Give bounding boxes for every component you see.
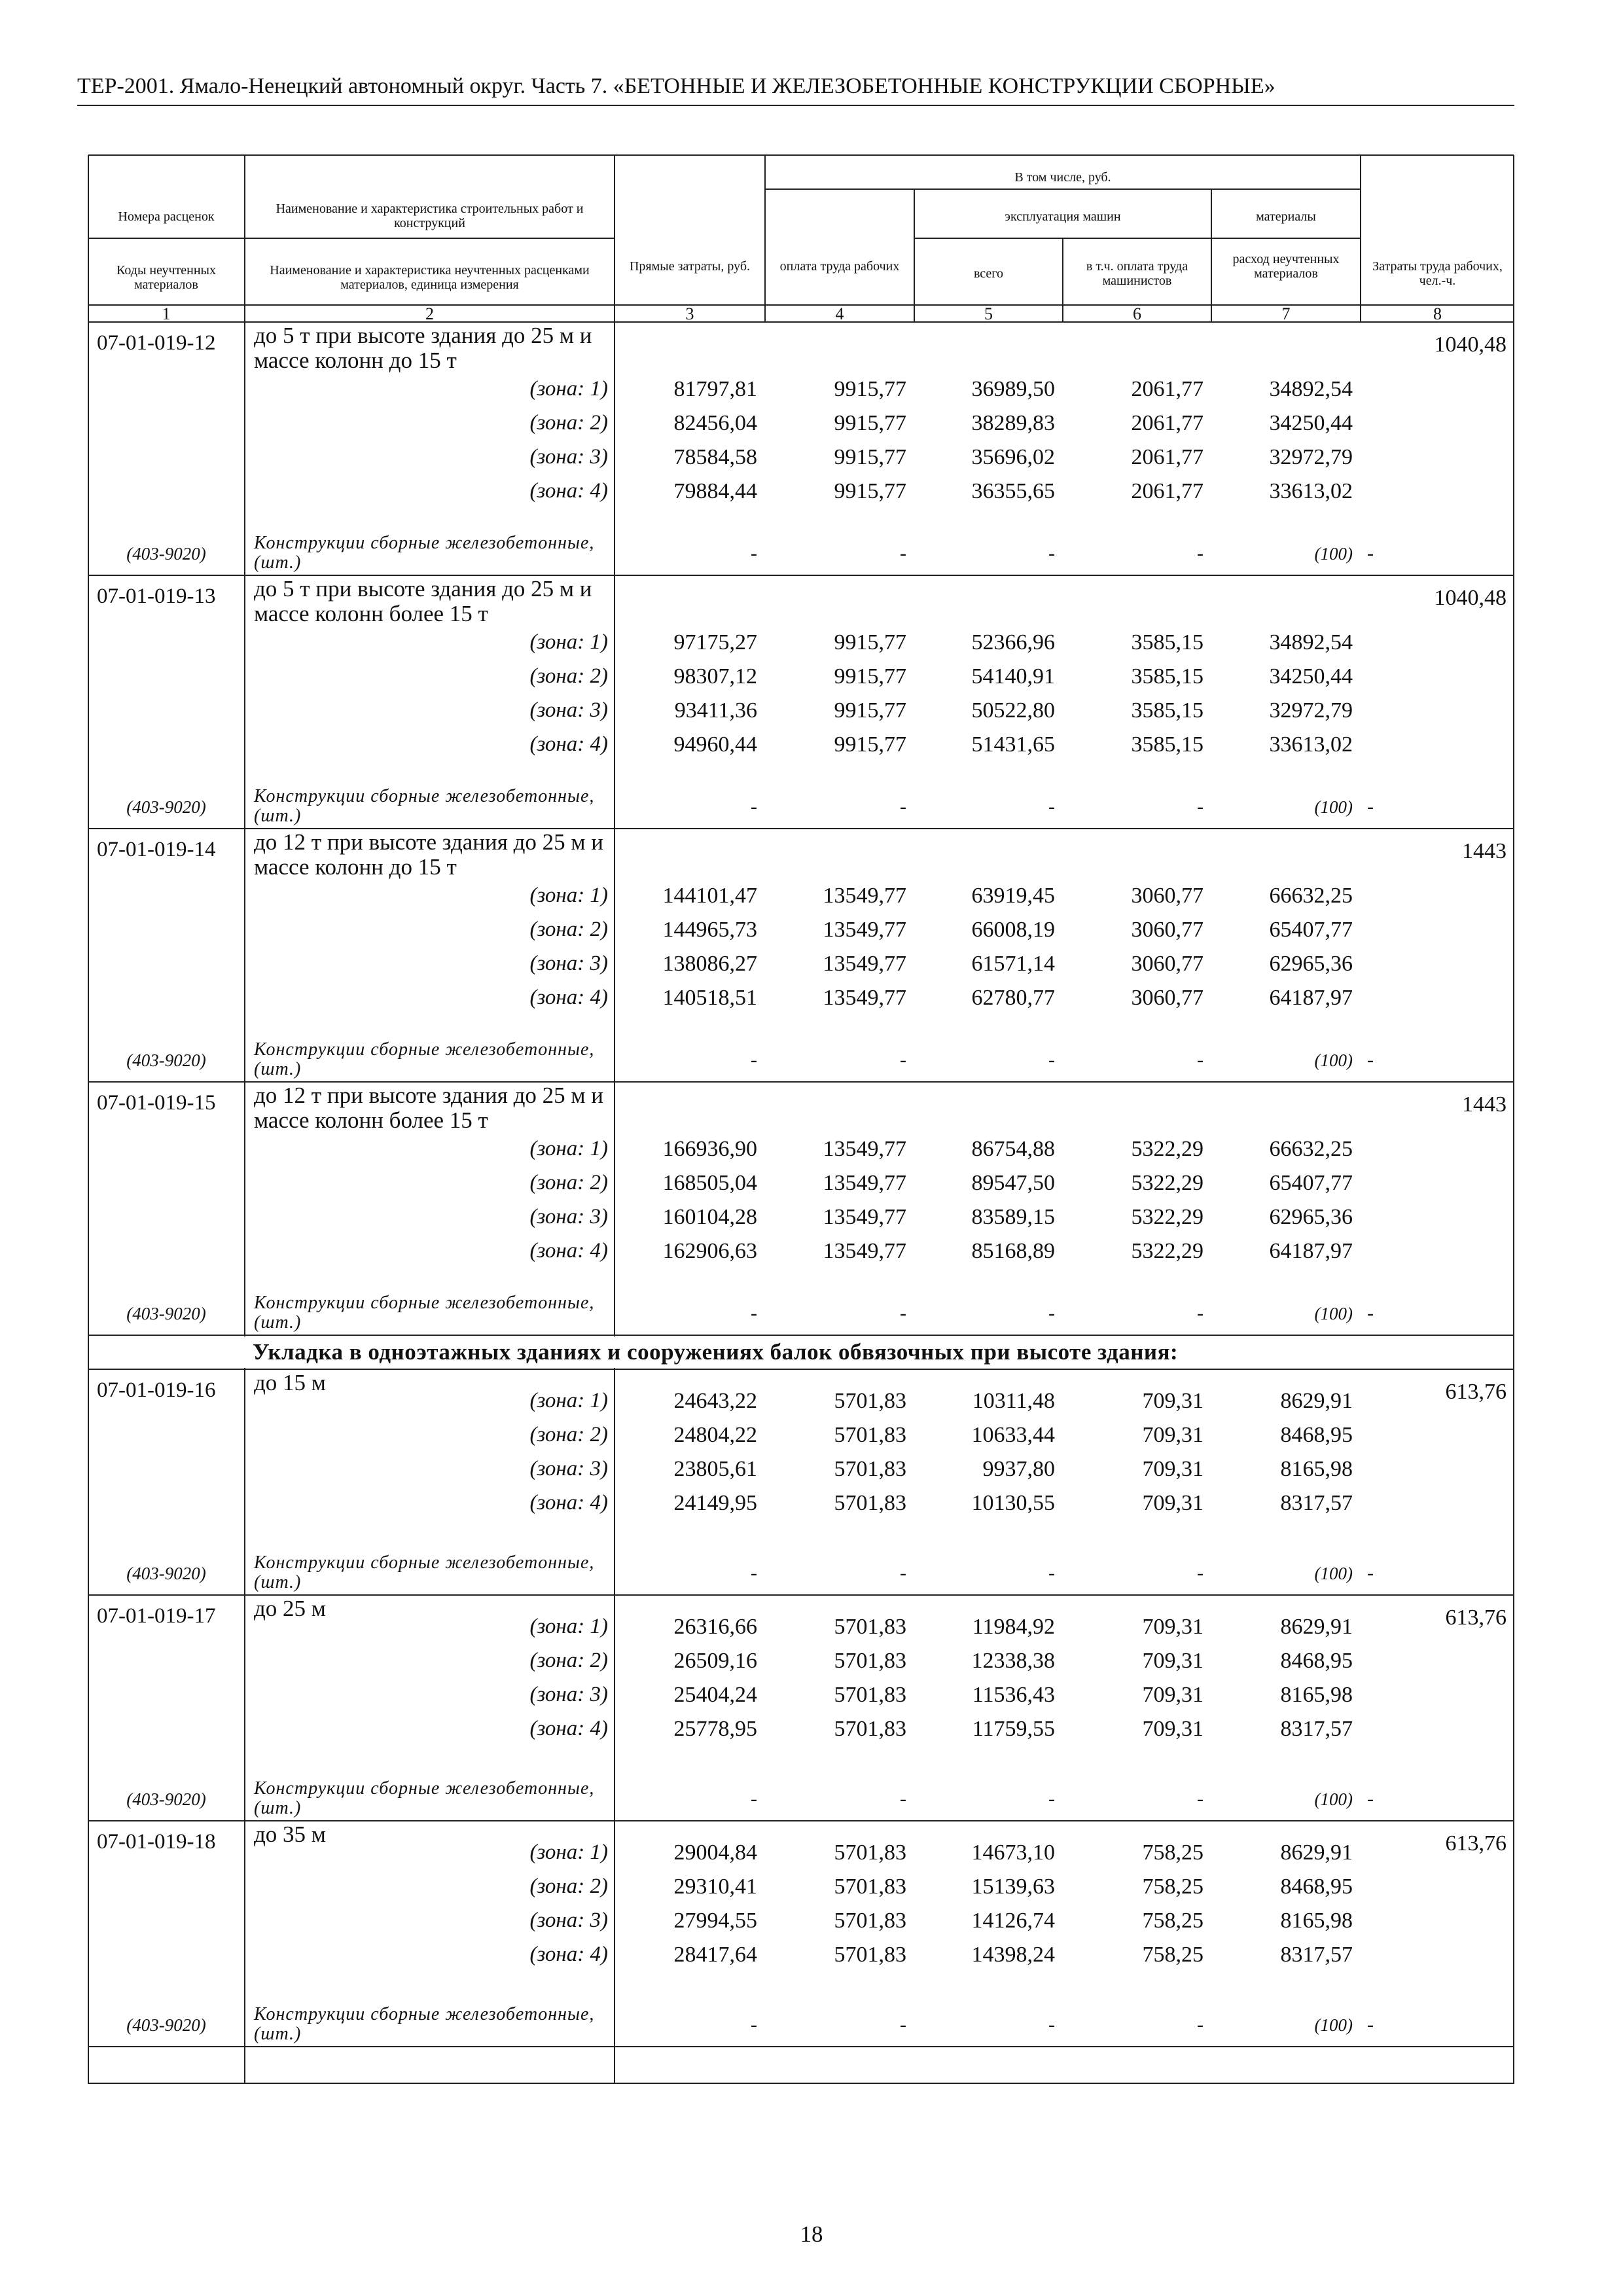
header-material-codes: Коды неучтенных материалов (116, 263, 216, 292)
header-direct-costs: Прямые затраты, руб. (629, 259, 751, 274)
machinist-cost: 2061,77 (1131, 377, 1204, 401)
direct-cost: 162906,63 (662, 1239, 757, 1263)
wages-cost: 5701,83 (834, 1457, 906, 1481)
materials-cost: 34250,44 (1269, 664, 1353, 689)
material-quantity: (100) (1314, 2015, 1353, 2035)
zone-label: (зона: 3) (529, 445, 608, 469)
machinist-cost: 709,31 (1142, 1457, 1204, 1481)
machines-cost: 11759,55 (972, 1717, 1055, 1741)
zone-label: (зона: 4) (529, 1239, 608, 1263)
wages-cost: 13549,77 (823, 1239, 906, 1263)
labor-cost: 613,76 (1445, 1831, 1507, 1856)
machines-cost: 52366,96 (971, 630, 1055, 655)
direct-cost: 82456,04 (673, 411, 757, 435)
zone-label: (зона: 1) (529, 1137, 608, 1160)
wages-cost: 5701,83 (834, 1874, 906, 1899)
material-quantity: (100) (1314, 797, 1353, 817)
empty-dash: - (1197, 1562, 1204, 1584)
zone-label: (зона: 3) (529, 698, 608, 722)
header-material-name: Наименование и характеристика неучтенных расценками материалов, единица измерения (270, 263, 590, 292)
materials-cost: 8317,57 (1280, 1943, 1353, 1967)
machinist-cost: 5322,29 (1131, 1239, 1204, 1263)
machines-cost: 36989,50 (971, 377, 1055, 401)
machinist-cost: 709,31 (1142, 1683, 1204, 1707)
wages-cost: 5701,83 (834, 1909, 906, 1933)
direct-cost: 28417,64 (673, 1943, 757, 1967)
material-quantity: (100) (1314, 1564, 1353, 1583)
materials-cost: 8317,57 (1280, 1491, 1353, 1515)
material-description: Конструкции сборные железобетонные, (шт.) (254, 2004, 595, 2044)
direct-cost: 160104,28 (662, 1205, 757, 1229)
zone-label: (зона: 2) (529, 918, 608, 941)
direct-cost: 26316,66 (673, 1615, 757, 1639)
machines-cost: 10311,48 (972, 1389, 1055, 1413)
machinist-cost: 709,31 (1142, 1491, 1204, 1515)
header-machine-total: всего (973, 266, 1004, 281)
empty-dash: - (1197, 1788, 1204, 1810)
machinist-cost: 3060,77 (1131, 952, 1204, 976)
wages-cost: 13549,77 (823, 884, 906, 908)
material-code: (403-9020) (126, 544, 206, 564)
direct-cost: 140518,51 (662, 986, 757, 1010)
direct-cost: 25404,24 (673, 1683, 757, 1707)
empty-dash: - (1048, 1562, 1055, 1584)
header-rule (77, 105, 1514, 106)
direct-cost: 29310,41 (673, 1874, 757, 1899)
zone-label: (зона: 2) (529, 1649, 608, 1672)
labor-cost: 613,76 (1445, 1605, 1507, 1630)
wages-cost: 9915,77 (834, 664, 906, 689)
material-code: (403-9020) (126, 797, 206, 817)
empty-dash: - (751, 1788, 757, 1810)
machinist-cost: 3585,15 (1131, 732, 1204, 757)
zone-label: (зона: 3) (529, 952, 608, 975)
machines-cost: 11984,92 (972, 1615, 1055, 1639)
material-description: Конструкции сборные железобетонные, (шт.) (254, 1552, 595, 1592)
machines-cost: 86754,88 (971, 1137, 1055, 1161)
machines-cost: 61571,14 (971, 952, 1055, 976)
materials-cost: 34250,44 (1269, 411, 1353, 435)
column-number: 2 (425, 304, 434, 323)
machinist-cost: 709,31 (1142, 1615, 1204, 1639)
wages-cost: 13549,77 (823, 1205, 906, 1229)
machinist-cost: 3585,15 (1131, 664, 1204, 689)
zone-label: (зона: 4) (529, 1491, 608, 1515)
materials-cost: 8317,57 (1280, 1717, 1353, 1741)
materials-cost: 65407,77 (1269, 918, 1353, 942)
column-number: 5 (984, 304, 993, 323)
rate-code: 07-01-019-16 (97, 1378, 216, 1402)
machinist-cost: 3060,77 (1131, 986, 1204, 1010)
machinist-cost: 2061,77 (1131, 479, 1204, 503)
zone-label: (зона: 2) (529, 1423, 608, 1446)
header-machine-operation: эксплуатация машин (1005, 209, 1121, 224)
wages-cost: 5701,83 (834, 1389, 906, 1413)
materials-cost: 8165,98 (1280, 1683, 1353, 1707)
rate-code: 07-01-019-13 (97, 584, 216, 608)
zone-label: (зона: 2) (529, 1874, 608, 1898)
zone-label: (зона: 4) (529, 479, 608, 503)
machines-cost: 38289,83 (971, 411, 1055, 435)
machines-cost: 14126,74 (971, 1909, 1055, 1933)
column-number: 7 (1281, 304, 1291, 323)
header-rate-numbers: Номера расценок (118, 209, 215, 224)
machinist-cost: 5322,29 (1131, 1205, 1204, 1229)
machinist-cost: 2061,77 (1131, 445, 1204, 469)
materials-cost: 32972,79 (1269, 445, 1353, 469)
direct-cost: 144101,47 (662, 884, 757, 908)
machines-cost: 11536,43 (972, 1683, 1055, 1707)
empty-dash: - (1367, 543, 1374, 564)
wages-cost: 13549,77 (823, 986, 906, 1010)
machines-cost: 14398,24 (971, 1943, 1055, 1967)
machines-cost: 50522,80 (971, 698, 1055, 723)
machinist-cost: 709,31 (1142, 1649, 1204, 1673)
machinist-cost: 758,25 (1142, 1840, 1204, 1865)
header-wages: оплата труда рабочих (779, 259, 900, 274)
materials-cost: 64187,97 (1269, 1239, 1353, 1263)
machines-cost: 10130,55 (971, 1491, 1055, 1515)
section-title: Укладка в одноэтажных зданиях и сооружениях балок обвязочных при высоте здания: (253, 1339, 1179, 1365)
column-number: 6 (1133, 304, 1141, 323)
empty-dash: - (900, 543, 906, 564)
direct-cost: 78584,58 (673, 445, 757, 469)
zone-label: (зона: 1) (529, 1615, 608, 1638)
wages-cost: 5701,83 (834, 1615, 906, 1639)
machines-cost: 62780,77 (971, 986, 1055, 1010)
zone-label: (зона: 3) (529, 1683, 608, 1706)
direct-cost: 138086,27 (662, 952, 757, 976)
empty-dash: - (751, 1562, 757, 1584)
labor-cost: 613,76 (1445, 1380, 1507, 1404)
material-code: (403-9020) (126, 1304, 206, 1323)
wages-cost: 5701,83 (834, 1683, 906, 1707)
machinist-cost: 3585,15 (1131, 630, 1204, 655)
wages-cost: 5701,83 (834, 1943, 906, 1967)
machines-cost: 85168,89 (971, 1239, 1055, 1263)
materials-cost: 32972,79 (1269, 698, 1353, 723)
materials-cost: 8468,95 (1280, 1423, 1353, 1447)
materials-cost: 8165,98 (1280, 1457, 1353, 1481)
materials-cost: 8629,91 (1280, 1615, 1353, 1639)
materials-cost: 62965,36 (1269, 952, 1353, 976)
machines-cost: 54140,91 (971, 664, 1055, 689)
empty-dash: - (751, 2014, 757, 2036)
material-description: Конструкции сборные железобетонные, (шт.) (254, 1293, 595, 1333)
direct-cost: 93411,36 (674, 698, 757, 723)
empty-dash: - (751, 1302, 757, 1324)
empty-dash: - (1197, 2014, 1204, 2036)
header-materials: материалы (1256, 209, 1316, 224)
wages-cost: 5701,83 (834, 1491, 906, 1515)
rate-description: до 12 т при высоте здания до 25 м и массе колонн более 15 т (254, 1083, 604, 1133)
machines-cost: 89547,50 (971, 1171, 1055, 1195)
materials-cost: 33613,02 (1269, 479, 1353, 503)
wages-cost: 9915,77 (834, 732, 906, 757)
materials-cost: 8468,95 (1280, 1874, 1353, 1899)
machinist-cost: 709,31 (1142, 1423, 1204, 1447)
wages-cost: 13549,77 (823, 952, 906, 976)
materials-cost: 64187,97 (1269, 986, 1353, 1010)
wages-cost: 5701,83 (834, 1717, 906, 1741)
labor-cost: 1443 (1462, 1092, 1507, 1117)
wages-cost: 9915,77 (834, 445, 906, 469)
materials-cost: 66632,25 (1269, 1137, 1353, 1161)
empty-dash: - (900, 1562, 906, 1584)
wages-cost: 13549,77 (823, 918, 906, 942)
empty-dash: - (1367, 1562, 1374, 1584)
machines-cost: 9937,80 (982, 1457, 1055, 1481)
empty-dash: - (1367, 1302, 1374, 1324)
machinist-cost: 758,25 (1142, 1943, 1204, 1967)
direct-cost: 97175,27 (673, 630, 757, 655)
header-unaccounted-materials: расход неучтенных материалов (1232, 252, 1340, 281)
empty-dash: - (1048, 543, 1055, 564)
empty-dash: - (1197, 1302, 1204, 1324)
machinist-cost: 5322,29 (1131, 1137, 1204, 1161)
material-quantity: (100) (1314, 544, 1353, 564)
wages-cost: 9915,77 (834, 698, 906, 723)
rate-description: до 5 т при высоте здания до 25 м и массе колонн более 15 т (254, 576, 592, 626)
empty-dash: - (900, 796, 906, 817)
material-description: Конструкции сборные железобетонные, (шт.) (254, 1039, 595, 1079)
direct-cost: 23805,61 (673, 1457, 757, 1481)
materials-cost: 8629,91 (1280, 1389, 1353, 1413)
machines-cost: 15139,63 (971, 1874, 1055, 1899)
header-including: В том числе, руб. (1014, 170, 1111, 185)
direct-cost: 24643,22 (673, 1389, 757, 1413)
empty-dash: - (1197, 1049, 1204, 1071)
machines-cost: 35696,02 (971, 445, 1055, 469)
empty-dash: - (1367, 2014, 1374, 2036)
direct-cost: 168505,04 (662, 1171, 757, 1195)
rate-description: до 25 м (254, 1596, 326, 1621)
materials-cost: 33613,02 (1269, 732, 1353, 757)
running-header: ТЕР-2001. Ямало-Ненецкий автономный округ. Часть 7. «БЕТОННЫЕ И ЖЕЛЕЗОБЕТОННЫЕ КОНСТРУКЦИИ СБОРНЫЕ» (77, 74, 1275, 98)
empty-dash: - (900, 1302, 906, 1324)
zone-label: (зона: 2) (529, 1171, 608, 1194)
material-code: (403-9020) (126, 1564, 206, 1583)
rate-description: до 35 м (254, 1821, 326, 1847)
machines-cost: 10633,44 (971, 1423, 1055, 1447)
machines-cost: 14673,10 (971, 1840, 1055, 1865)
machines-cost: 36355,65 (971, 479, 1055, 503)
rate-description: до 5 т при высоте здания до 25 м и массе колонн до 15 т (254, 323, 592, 373)
direct-cost: 24804,22 (673, 1423, 757, 1447)
wages-cost: 9915,77 (834, 377, 906, 401)
materials-cost: 66632,25 (1269, 884, 1353, 908)
material-code: (403-9020) (126, 1050, 206, 1070)
machinist-cost: 3585,15 (1131, 698, 1204, 723)
empty-dash: - (900, 1049, 906, 1071)
zone-label: (зона: 1) (529, 1389, 608, 1412)
materials-cost: 8165,98 (1280, 1909, 1353, 1933)
zone-label: (зона: 1) (529, 1840, 608, 1864)
rate-code: 07-01-019-17 (97, 1604, 216, 1628)
column-number: 3 (685, 304, 694, 323)
empty-dash: - (900, 2014, 906, 2036)
machines-cost: 83589,15 (971, 1205, 1055, 1229)
rate-description: до 12 т при высоте здания до 25 м и массе колонн до 15 т (254, 829, 604, 880)
empty-dash: - (751, 796, 757, 817)
empty-dash: - (1048, 1788, 1055, 1810)
wages-cost: 9915,77 (834, 479, 906, 503)
machinist-cost: 2061,77 (1131, 411, 1204, 435)
direct-cost: 24149,95 (673, 1491, 757, 1515)
material-description: Конструкции сборные железобетонные, (шт.) (254, 1778, 595, 1818)
materials-cost: 8629,91 (1280, 1840, 1353, 1865)
zone-label: (зона: 4) (529, 1717, 608, 1740)
direct-cost: 79884,44 (673, 479, 757, 503)
material-quantity: (100) (1314, 1304, 1353, 1323)
labor-cost: 1040,48 (1434, 332, 1507, 357)
empty-dash: - (1048, 1302, 1055, 1324)
empty-dash: - (1367, 796, 1374, 817)
machines-cost: 66008,19 (971, 918, 1055, 942)
machinist-cost: 709,31 (1142, 1389, 1204, 1413)
materials-cost: 62965,36 (1269, 1205, 1353, 1229)
machinist-cost: 5322,29 (1131, 1171, 1204, 1195)
zone-label: (зона: 1) (529, 630, 608, 654)
materials-cost: 8468,95 (1280, 1649, 1353, 1673)
header-labor-costs: Затраты труда рабочих, чел.-ч. (1372, 259, 1503, 288)
zone-label: (зона: 4) (529, 1943, 608, 1966)
direct-cost: 98307,12 (673, 664, 757, 689)
material-quantity: (100) (1314, 1050, 1353, 1070)
empty-dash: - (1197, 543, 1204, 564)
machines-cost: 51431,65 (971, 732, 1055, 757)
empty-dash: - (751, 1049, 757, 1071)
zone-label: (зона: 4) (529, 732, 608, 756)
empty-dash: - (900, 1788, 906, 1810)
wages-cost: 5701,83 (834, 1423, 906, 1447)
material-description: Конструкции сборные железобетонные, (шт.) (254, 786, 595, 826)
zone-label: (зона: 3) (529, 1205, 608, 1229)
zone-label: (зона: 3) (529, 1909, 608, 1932)
machinist-cost: 709,31 (1142, 1717, 1204, 1741)
rate-code: 07-01-019-15 (97, 1091, 216, 1115)
machinist-cost: 758,25 (1142, 1909, 1204, 1933)
machines-cost: 63919,45 (971, 884, 1055, 908)
direct-cost: 26509,16 (673, 1649, 757, 1673)
column-number: 4 (835, 304, 844, 323)
machinist-cost: 758,25 (1142, 1874, 1204, 1899)
direct-cost: 81797,81 (673, 377, 757, 401)
empty-dash: - (751, 543, 757, 564)
material-code: (403-9020) (126, 1789, 206, 1809)
column-number: 8 (1433, 304, 1442, 323)
direct-cost: 25778,95 (673, 1717, 757, 1741)
zone-label: (зона: 1) (529, 884, 608, 907)
materials-cost: 34892,54 (1269, 377, 1353, 401)
empty-dash: - (1197, 796, 1204, 817)
header-machinist-wages: в т.ч. оплата труда машинистов (1086, 259, 1188, 288)
wages-cost: 5701,83 (834, 1840, 906, 1865)
wages-cost: 5701,83 (834, 1649, 906, 1673)
materials-cost: 34892,54 (1269, 630, 1353, 655)
rates-table (88, 154, 1514, 2084)
material-description: Конструкции сборные железобетонные, (шт.) (254, 533, 595, 573)
direct-cost: 27994,55 (673, 1909, 757, 1933)
direct-cost: 166936,90 (662, 1137, 757, 1161)
wages-cost: 13549,77 (823, 1137, 906, 1161)
empty-dash: - (1048, 2014, 1055, 2036)
wages-cost: 9915,77 (834, 630, 906, 655)
direct-cost: 94960,44 (673, 732, 757, 757)
rate-code: 07-01-019-18 (97, 1830, 216, 1854)
empty-dash: - (1367, 1049, 1374, 1071)
labor-cost: 1040,48 (1434, 586, 1507, 610)
rate-code: 07-01-019-14 (97, 838, 216, 861)
empty-dash: - (1048, 1049, 1055, 1071)
wages-cost: 9915,77 (834, 411, 906, 435)
machinist-cost: 3060,77 (1131, 918, 1204, 942)
empty-dash: - (1048, 796, 1055, 817)
zone-label: (зона: 2) (529, 664, 608, 688)
zone-label: (зона: 3) (529, 1457, 608, 1480)
wages-cost: 13549,77 (823, 1171, 906, 1195)
zone-label: (зона: 1) (529, 377, 608, 401)
rate-code: 07-01-019-12 (97, 331, 216, 355)
header-work-name: Наименование и характеристика строительных работ и конструкций (276, 202, 584, 230)
column-number: 1 (162, 304, 171, 323)
zone-label: (зона: 4) (529, 986, 608, 1009)
machinist-cost: 3060,77 (1131, 884, 1204, 908)
material-code: (403-9020) (126, 2015, 206, 2035)
labor-cost: 1443 (1462, 839, 1507, 863)
material-quantity: (100) (1314, 1789, 1353, 1809)
materials-cost: 65407,77 (1269, 1171, 1353, 1195)
zone-label: (зона: 2) (529, 411, 608, 435)
rate-description: до 15 м (254, 1370, 326, 1395)
empty-dash: - (1367, 1788, 1374, 1810)
page-number: 18 (800, 2221, 823, 2247)
direct-cost: 29004,84 (673, 1840, 757, 1865)
machines-cost: 12338,38 (971, 1649, 1055, 1673)
direct-cost: 144965,73 (662, 918, 757, 942)
